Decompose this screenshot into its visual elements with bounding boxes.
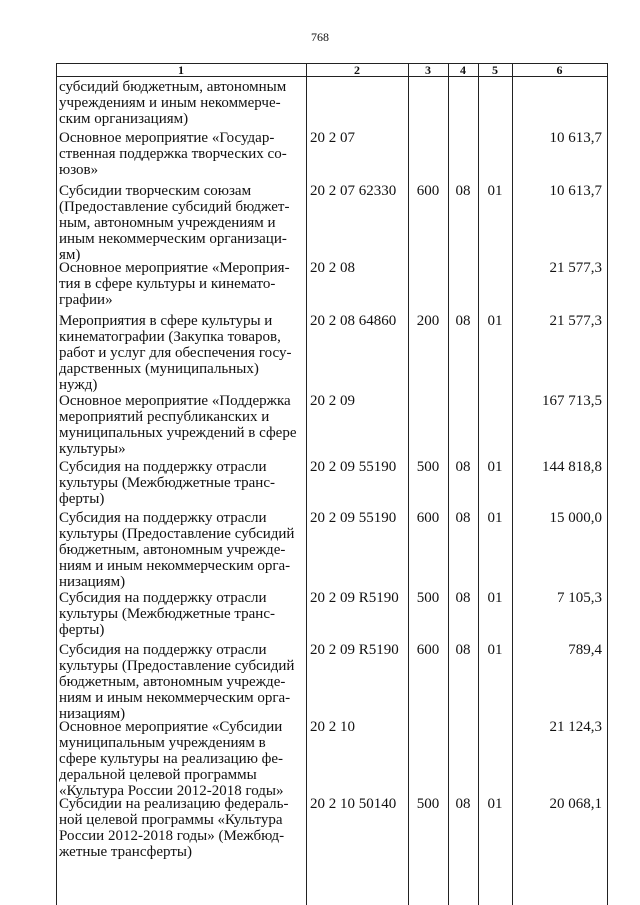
row-expense-type: 500 [416, 590, 440, 606]
row-subsection: 01 [487, 590, 503, 606]
row-subsection: 01 [487, 313, 503, 329]
row-subsection: 01 [487, 459, 503, 475]
row-amount: 144 818,8 [542, 459, 602, 475]
column-divider [512, 63, 513, 905]
budget-table [56, 63, 608, 905]
row-code: 20 2 07 62330 [310, 183, 397, 199]
row-expense-type: 200 [416, 313, 440, 329]
row-amount: 10 613,7 [549, 183, 602, 199]
row-amount: 10 613,7 [549, 130, 602, 146]
column-header-4: 4 [460, 63, 466, 77]
row-name: Субсидии творческим союзам (Предоставление субсидий бюджет-ным, автономным учреждениям и иным некоммерческим организаци-ям) [59, 183, 290, 263]
row-name: Мероприятия в сфере культуры и кинематографии (Закупка товаров, работ и услуг для обеспечения госу-дарственных (муниципальных) нужд) [59, 313, 292, 393]
row-expense-type: 600 [416, 642, 440, 658]
table-border-left [56, 63, 57, 905]
row-code: 20 2 07 [310, 130, 355, 146]
row-amount: 20 068,1 [549, 796, 602, 812]
row-name: Субсидии на реализацию федераль-ной целевой программы «Культура России 2012-2018 годы» (Межбюд-жетные трансферты) [59, 796, 289, 860]
column-header-3: 3 [425, 63, 431, 77]
row-name: Основное мероприятие «Мероприя-тия в сфере культуры и кинемато-графии» [59, 260, 290, 308]
row-expense-type: 600 [416, 510, 440, 526]
row-section: 08 [455, 510, 471, 526]
row-name: Основное мероприятие «Субсидии муниципальным учреждениям в сфере культуры на реализацию фе-деральной целевой программы «Культура России 2012-2018 годы» [59, 719, 284, 799]
column-header-1: 1 [178, 63, 184, 77]
row-name: Субсидия на поддержку отрасли культуры (Предоставление субсидий бюджетным, автономным учрежде-ниям и иным некоммерческим орга-низациям) [59, 642, 295, 722]
row-name: Субсидия на поддержку отрасли культуры (Межбюджетные транс-ферты) [59, 590, 275, 638]
row-name: Субсидия на поддержку отрасли культуры (Предоставление субсидий бюджетным, автономным учрежде-ниям и иным некоммерческим орга-низациям) [59, 510, 295, 590]
row-code: 20 2 09 55190 [310, 510, 397, 526]
row-amount: 789,4 [568, 642, 602, 658]
row-code: 20 2 10 [310, 719, 355, 735]
row-expense-type: 500 [416, 796, 440, 812]
row-section: 08 [455, 590, 471, 606]
row-code: 20 2 09 55190 [310, 459, 397, 475]
column-header-6: 6 [556, 63, 563, 77]
row-amount: 7 105,3 [557, 590, 602, 606]
row-amount: 21 577,3 [549, 313, 602, 329]
table-border-right [607, 63, 608, 905]
page-number: 768 [311, 30, 329, 44]
row-code: 20 2 10 50140 [310, 796, 397, 812]
row-name: Субсидия на поддержку отрасли культуры (Межбюджетные транс-ферты) [59, 459, 275, 507]
row-section: 08 [455, 642, 471, 658]
row-name: субсидий бюджетным, автономным учреждениям и иным некоммерче-ским организациям) [59, 79, 287, 127]
row-code: 20 2 09 R5190 [310, 590, 399, 606]
row-section: 08 [455, 459, 471, 475]
row-expense-type: 500 [416, 459, 440, 475]
column-divider [306, 63, 307, 905]
row-amount: 15 000,0 [549, 510, 602, 526]
row-name: Основное мероприятие «Поддержка мероприятий республиканских и муниципальных учреждений в сфере культуры» [59, 393, 297, 457]
row-amount: 21 124,3 [549, 719, 602, 735]
row-section: 08 [455, 313, 471, 329]
row-code: 20 2 09 R5190 [310, 642, 399, 658]
row-subsection: 01 [487, 510, 503, 526]
row-code: 20 2 08 [310, 260, 355, 276]
row-subsection: 01 [487, 642, 503, 658]
column-header-5: 5 [492, 63, 498, 77]
row-code: 20 2 09 [310, 393, 355, 409]
row-subsection: 01 [487, 796, 503, 812]
row-code: 20 2 08 64860 [310, 313, 397, 329]
row-section: 08 [455, 183, 471, 199]
row-name: Основное мероприятие «Государ-ственная поддержка творческих со-юзов» [59, 130, 287, 178]
row-subsection: 01 [487, 183, 503, 199]
row-section: 08 [455, 796, 471, 812]
row-expense-type: 600 [416, 183, 440, 199]
row-amount: 21 577,3 [549, 260, 602, 276]
column-header-2: 2 [354, 63, 360, 77]
row-amount: 167 713,5 [542, 393, 602, 409]
